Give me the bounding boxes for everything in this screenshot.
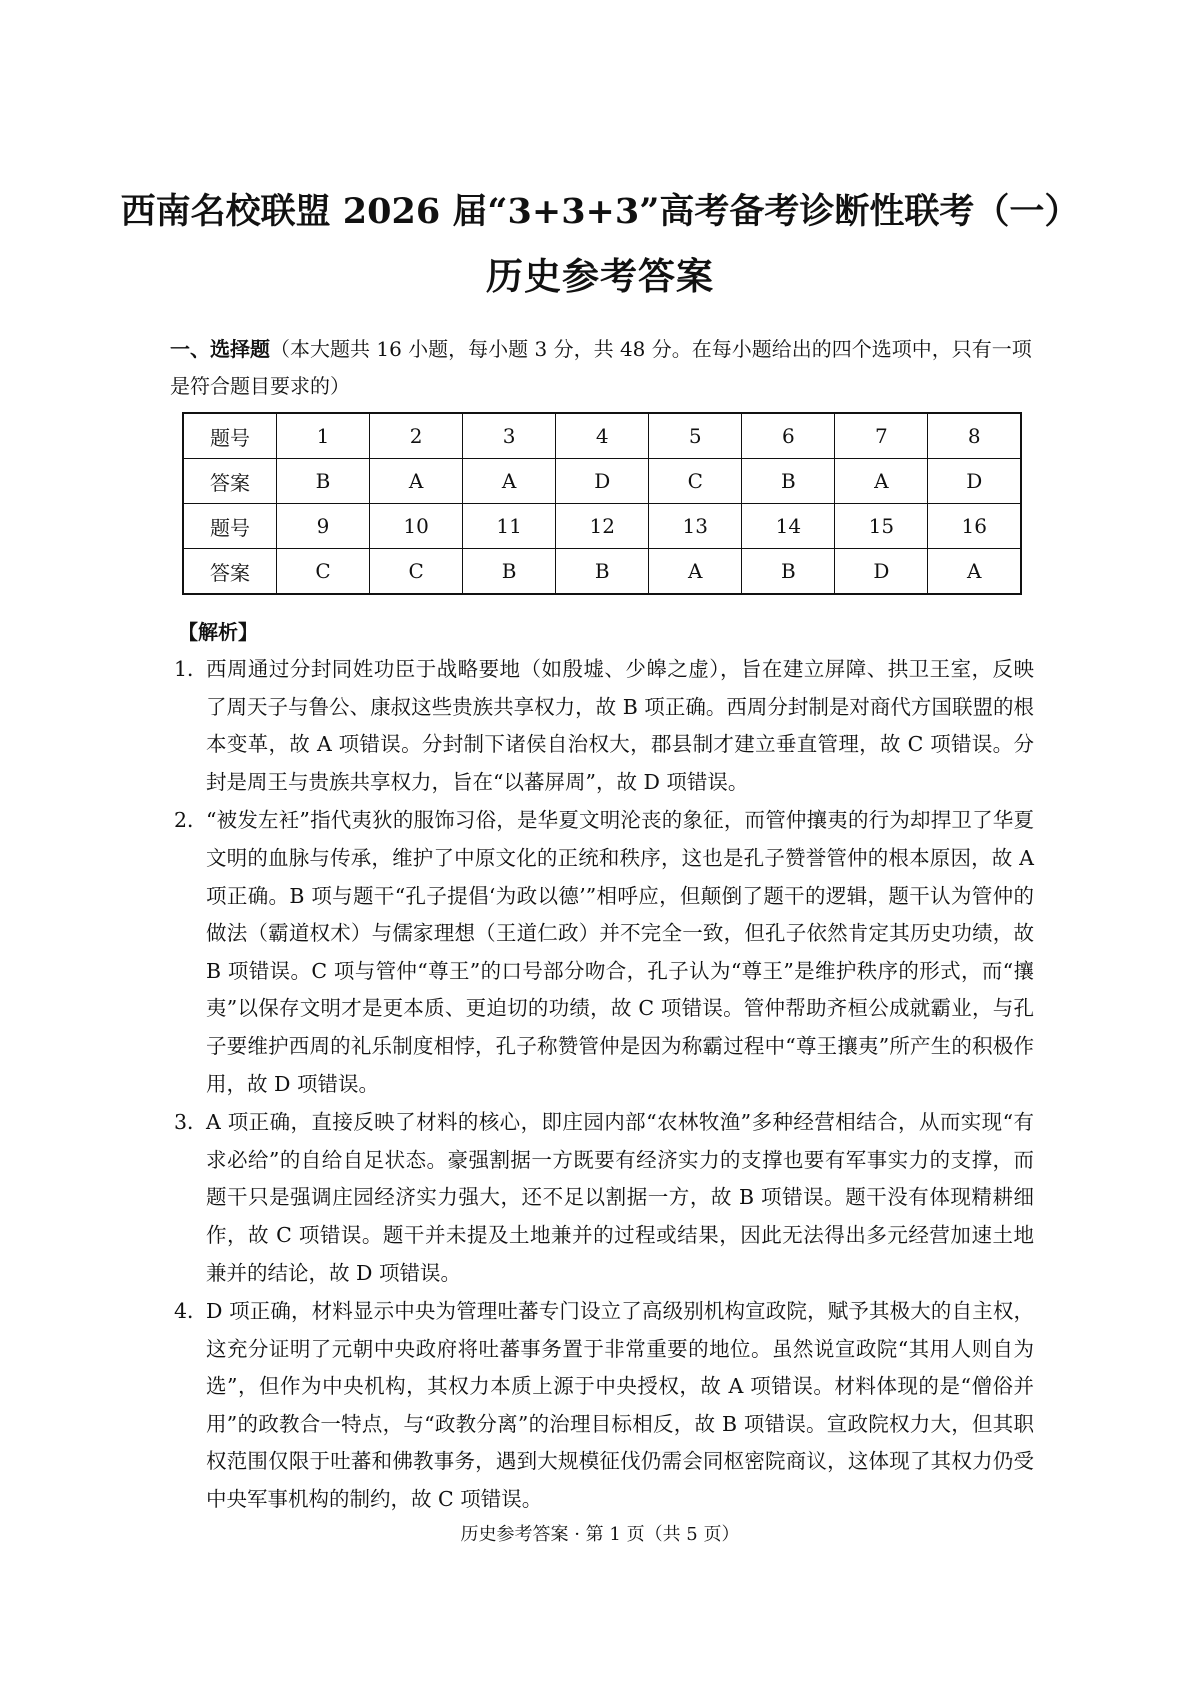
analysis-item-4 <box>174 1293 1034 1519</box>
analysis-item-1 <box>174 651 1034 801</box>
table-cell: C <box>277 549 370 595</box>
analysis-item-2 <box>174 802 1034 1103</box>
table-cell: 10 <box>370 504 463 549</box>
table-cell: B <box>463 549 556 595</box>
table-row-question-numbers-1 <box>183 413 1021 459</box>
item-number: 2． <box>174 808 208 833</box>
table-cell: 5 <box>649 413 742 459</box>
table-cell: 15 <box>835 504 928 549</box>
table-cell: D <box>556 459 649 504</box>
item-number: 4． <box>174 1299 208 1324</box>
table-row-label: 答案 <box>183 549 277 595</box>
table-cell: 13 <box>649 504 742 549</box>
item-number: 1． <box>174 657 208 681</box>
table-cell: 8 <box>928 413 1021 459</box>
analysis-list <box>174 651 1034 1520</box>
analysis-heading: 【解析】 <box>178 620 258 644</box>
item-text: D 项正确，材料显示中央为管理吐蕃专门设立了高级别机构宣政院，赋予其极大的自主权，这充分证明了元朝中央政府将吐蕃事务置于非常重要的地位。虽然说宣政院“其用人则自为选”，但作为中央机构，其权力本质上源于中央授权，故 A 项错误。材料体现的是“僧俗并用”的政教合一特点，与“政教分离”的治理目标相反，故 B 项错误。宣政院权力大，但其职权范围仅限于吐蕃和佛教事务，遇到大规模征伐仍需会同枢密院商议，这体现了其权力仍受中央军事机构的制约，故 C 项错误。 <box>206 1299 1034 1512</box>
table-cell: A <box>835 459 928 504</box>
table-cell: D <box>835 549 928 595</box>
table-cell: 16 <box>928 504 1021 549</box>
table-cell: 6 <box>742 413 835 459</box>
page-footer: 历史参考答案 · 第 1 页（共 5 页） <box>460 1524 740 1545</box>
table-cell: A <box>928 549 1021 595</box>
table-cell: B <box>556 549 649 595</box>
table-cell: D <box>928 459 1021 504</box>
table-cell: 14 <box>742 504 835 549</box>
table-cell: A <box>649 549 742 595</box>
table-cell: C <box>370 549 463 595</box>
table-cell: B <box>742 459 835 504</box>
table-cell: 11 <box>463 504 556 549</box>
section-heading-text: （本大题共 16 小题，每小题 3 分，共 48 分。在每小题给出的四个选项中，只有一项是符合题目要求的） <box>170 337 1032 398</box>
table-row-label: 题号 <box>183 504 277 549</box>
table-row-question-numbers-2 <box>183 504 1021 549</box>
item-number: 3． <box>174 1110 208 1135</box>
table-cell: A <box>370 459 463 504</box>
answer-table <box>182 412 1022 595</box>
item-text: A 项正确，直接反映了材料的核心，即庄园内部“农林牧渔”多种经营相结合，从而实现“有求必给”的自给自足状态。豪强割据一方既要有经济实力的支撑也要有军事实力的支撑，而题干只是强调庄园经济实力强大，还不足以割据一方，故 B 项错误。题干没有体现精耕细作，故 C 项错误。题干并未提及土地兼并的过程或结果，因此无法得出多元经营加速土地兼并的结论，故 D 项错误。 <box>206 1110 1034 1285</box>
document-title: 西南名校联盟 2026 届“3+3+3”高考备考诊断性联考（一） <box>120 191 1080 232</box>
table-cell: B <box>742 549 835 595</box>
table-cell: B <box>277 459 370 504</box>
section-heading <box>170 331 1032 405</box>
document-subtitle: 历史参考答案 <box>486 254 714 298</box>
table-cell: 7 <box>835 413 928 459</box>
table-cell: 12 <box>556 504 649 549</box>
table-cell: 4 <box>556 413 649 459</box>
table-row-answers-1 <box>183 459 1021 504</box>
item-text: 西周通过分封同姓功臣于战略要地（如殷墟、少皞之虚），旨在建立屏障、拱卫王室，反映了周天子与鲁公、康叔这些贵族共享权力，故 B 项正确。西周分封制是对商代方国联盟的根本变革，故 A 项错误。分封制下诸侯自治权大，郡县制才建立垂直管理，故 C 项错误。分封是周王与贵族共享权力，旨在“以蕃屏周”，故 D 项错误。 <box>206 657 1034 794</box>
table-cell: A <box>463 459 556 504</box>
table-row-answers-2 <box>183 549 1021 595</box>
table-cell: 2 <box>370 413 463 459</box>
section-heading-label: 一、选择题 <box>170 337 270 361</box>
table-cell: 9 <box>277 504 370 549</box>
table-cell: 3 <box>463 413 556 459</box>
item-text: “被发左衽”指代夷狄的服饰习俗，是华夏文明沦丧的象征，而管仲攘夷的行为却捍卫了华夏文明的血脉与传承，维护了中原文化的正统和秩序，这也是孔子赞誉管仲的根本原因，故 A 项正确。B 项与题干“孔子提倡‘为政以德’”相呼应，但颠倒了题干的逻辑，题干认为管仲的做法（霸道权术）与儒家理想（王道仁政）并不完全一致，但孔子依然肯定其历史功绩，故 B 项错误。C 项与管仲“尊王”的口号部分吻合，孔子认为“尊王”是维护秩序的形式，而“攘夷”以保存文明才是更本质、更迫切的功绩，故 C 项错误。管仲帮助齐桓公成就霸业，与孔子要维护西周的礼乐制度相悖，孔子称赞管仲是因为称霸过程中“尊王攘夷”所产生的积极作用，故 D 项错误。 <box>206 808 1034 1096</box>
analysis-item-3 <box>174 1104 1034 1292</box>
table-cell: C <box>649 459 742 504</box>
table-row-label: 题号 <box>183 413 277 459</box>
table-cell: 1 <box>277 413 370 459</box>
table-row-label: 答案 <box>183 459 277 504</box>
